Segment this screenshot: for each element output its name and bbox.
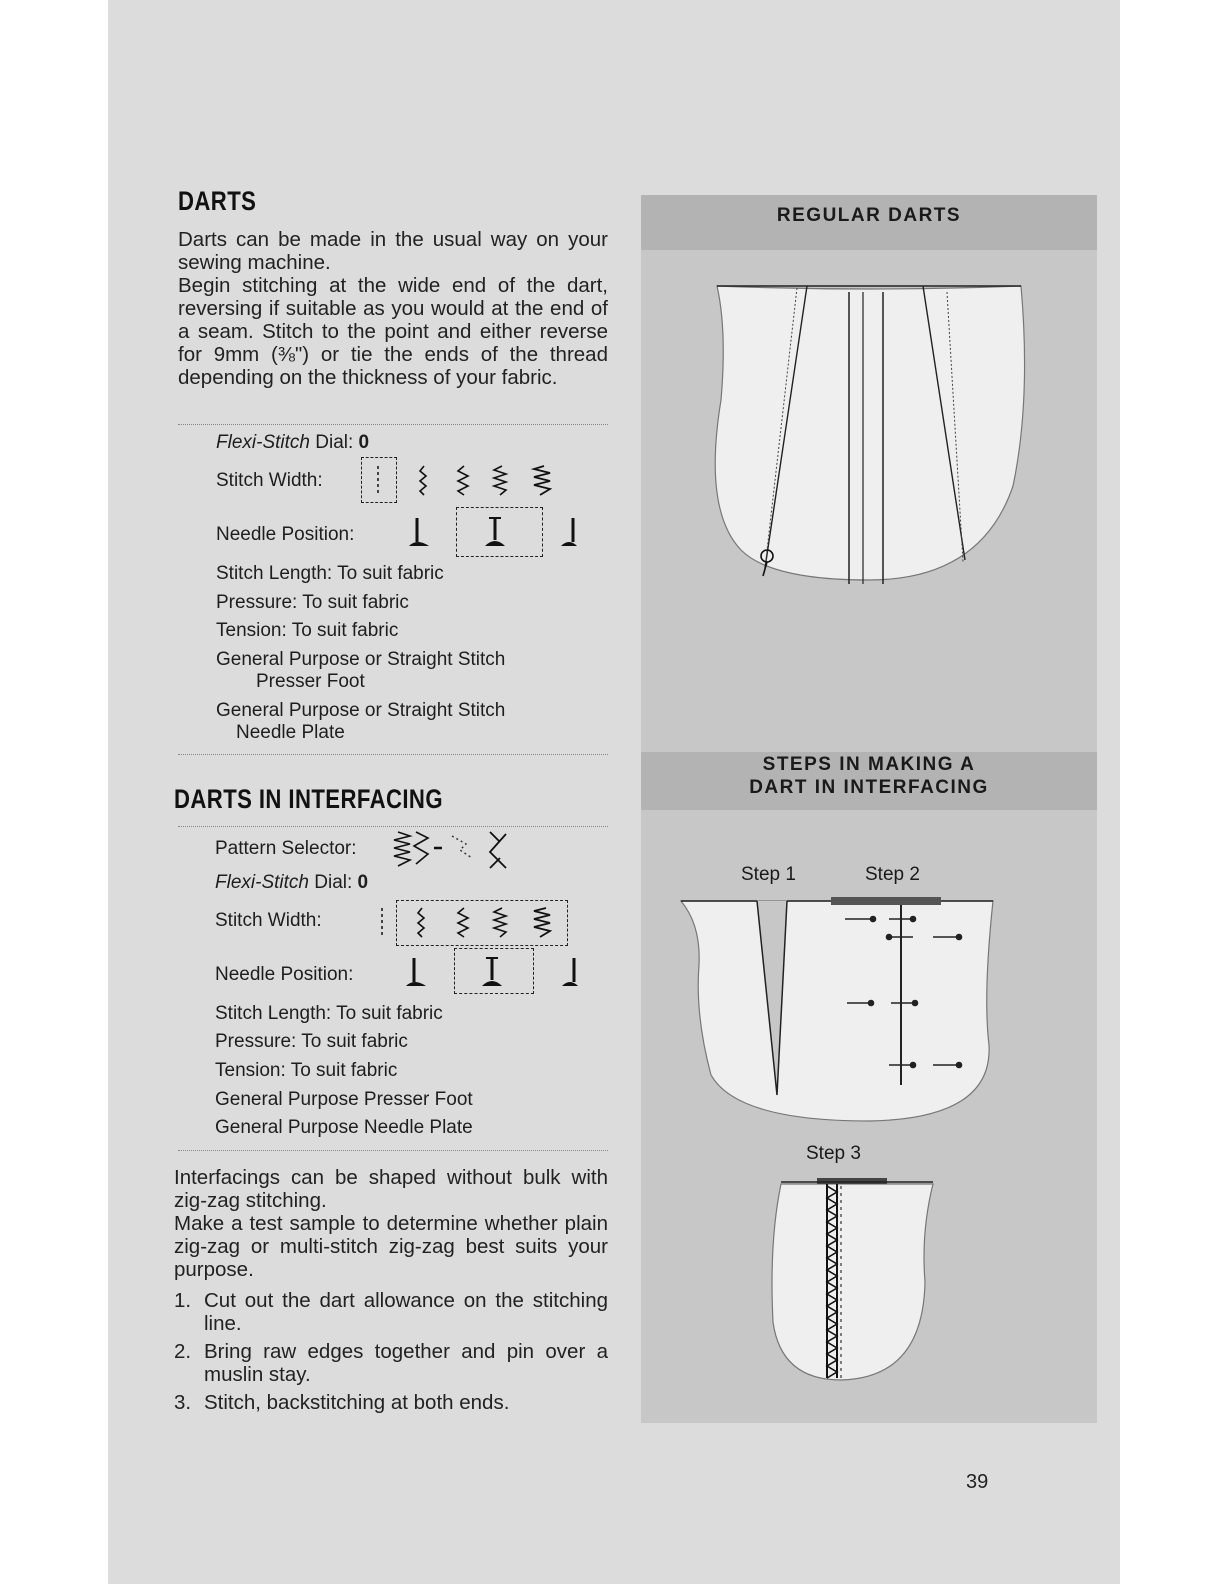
divider	[178, 1150, 608, 1151]
needle-position-icons	[405, 512, 585, 552]
presser-foot-line-2: Presser Foot	[256, 671, 365, 692]
interfacing-shape	[681, 901, 993, 1121]
pattern-selector-icons	[390, 828, 520, 872]
interfacing-stitch-width-label: Stitch Width:	[215, 910, 322, 931]
wide-zigzag-icon	[494, 908, 506, 937]
muslin-stay	[831, 897, 941, 905]
flexi-value: 0	[357, 872, 369, 893]
needle-left-icon	[409, 518, 429, 546]
divider	[178, 826, 608, 827]
steps-title-line-2: DART IN INTERFACING	[749, 777, 989, 798]
interfacing-flexi-dial	[215, 872, 368, 894]
needle-plate-line-1: General Purpose or Straight Stitch	[216, 700, 506, 721]
regular-darts-illustration	[641, 250, 1097, 600]
flexi-suffix: Dial:	[309, 432, 354, 453]
step-3-label: Step 3	[806, 1143, 861, 1164]
flexi-label: Flexi-Stitch	[216, 432, 310, 453]
interfacing-needle-position-icons	[402, 952, 582, 992]
interfacing-shape	[772, 1184, 933, 1380]
wide-zigzag-icon	[494, 466, 506, 495]
dotted-pattern-icon	[452, 836, 472, 858]
divider	[178, 754, 608, 755]
zigzag-icon	[414, 832, 428, 864]
interfacing-stitch-length: Stitch Length: To suit fabric	[215, 1003, 443, 1024]
stitch-width-icons	[360, 460, 560, 500]
needle-center-icon	[485, 518, 505, 546]
muslin-stay	[817, 1178, 887, 1184]
darts-paragraph-1: Darts can be made in the usual way on your sewing machine.	[178, 228, 608, 274]
darts-needle-position-label: Needle Position:	[216, 524, 355, 545]
interfacing-paragraph-1: Interfacings can be shaped without bulk with zig-zag stitching.	[174, 1166, 608, 1212]
step-item-1: 1. Cut out the dart allowance on the stitching line.	[174, 1289, 608, 1335]
medium-zigzag-icon	[458, 908, 468, 937]
medium-zigzag-icon	[458, 466, 468, 495]
pattern-selector-label: Pattern Selector:	[215, 838, 357, 859]
step-item-3: 3. Stitch, backstitching at both ends.	[174, 1391, 510, 1414]
darts-pressure: Pressure: To suit fabric	[216, 592, 409, 613]
interfacing-pressure: Pressure: To suit fabric	[215, 1031, 408, 1052]
needle-left-icon	[406, 958, 426, 986]
interfacing-paragraph-2: Make a test sample to determine whether plain zig-zag or multi-stitch zig-zag best suits your purpose.	[174, 1212, 608, 1281]
darts-flexi-dial	[216, 432, 369, 454]
darts-stitch-width-label: Stitch Width:	[216, 470, 323, 491]
flexi-suffix: Dial:	[308, 872, 353, 893]
steps-1-2-illustration	[641, 895, 1097, 1130]
step-1-label: Step 1	[741, 864, 796, 885]
presser-foot-line-1: General Purpose or Straight Stitch	[216, 649, 506, 670]
divider	[178, 424, 608, 425]
page-number: 39	[966, 1471, 989, 1493]
narrow-zigzag-icon	[418, 908, 424, 937]
interfacing-tension: Tension: To suit fabric	[215, 1060, 398, 1081]
interfacing-needle-plate: General Purpose Needle Plate	[215, 1117, 473, 1138]
darts-stitch-length: Stitch Length: To suit fabric	[216, 563, 444, 584]
needle-center-icon	[482, 958, 502, 986]
multi-zigzag-icon	[394, 832, 410, 866]
flexi-label: Flexi-Stitch	[215, 872, 309, 893]
steps-title-line-1: STEPS IN MAKING A	[762, 754, 976, 775]
needle-plate-line-2: Needle Plate	[236, 722, 345, 743]
darts-needle-plate	[216, 700, 505, 744]
interfacing-stitch-width-icons	[370, 902, 570, 942]
narrow-zigzag-icon	[420, 466, 426, 495]
widest-zigzag-icon	[534, 908, 550, 937]
interfacing-needle-position-label: Needle Position:	[215, 964, 354, 985]
needle-right-icon	[562, 958, 578, 986]
darts-heading: DARTS	[178, 186, 257, 216]
darts-paragraph-2: Begin stitching at the wide end of the dart, reversing if suitable as you would at the end of a seam. Stitch to the point and either reverse for 9mm (⅜") or tie the ends of the thread depending on the thickness of your fabric.	[178, 274, 608, 389]
interfacing-intro	[174, 1166, 608, 1281]
step-3-illustration	[641, 1172, 1097, 1392]
step-item-2: 2. Bring raw edges together and pin over a muslin stay.	[174, 1340, 608, 1386]
darts-presser-foot	[216, 649, 505, 693]
darts-tension: Tension: To suit fabric	[216, 620, 399, 641]
fabric-shape	[715, 286, 1024, 580]
flexi-value: 0	[358, 432, 370, 453]
interfacing-presser-foot: General Purpose Presser Foot	[215, 1089, 473, 1110]
cross-stitch-icon	[490, 832, 506, 868]
needle-right-icon	[561, 518, 577, 546]
interfacing-steps	[174, 1289, 608, 1419]
step-2-label: Step 2	[865, 864, 920, 885]
interfacing-heading: DARTS IN INTERFACING	[174, 784, 443, 814]
darts-intro	[178, 228, 608, 389]
regular-darts-title: REGULAR DARTS	[776, 205, 962, 226]
widest-zigzag-icon	[534, 466, 550, 495]
